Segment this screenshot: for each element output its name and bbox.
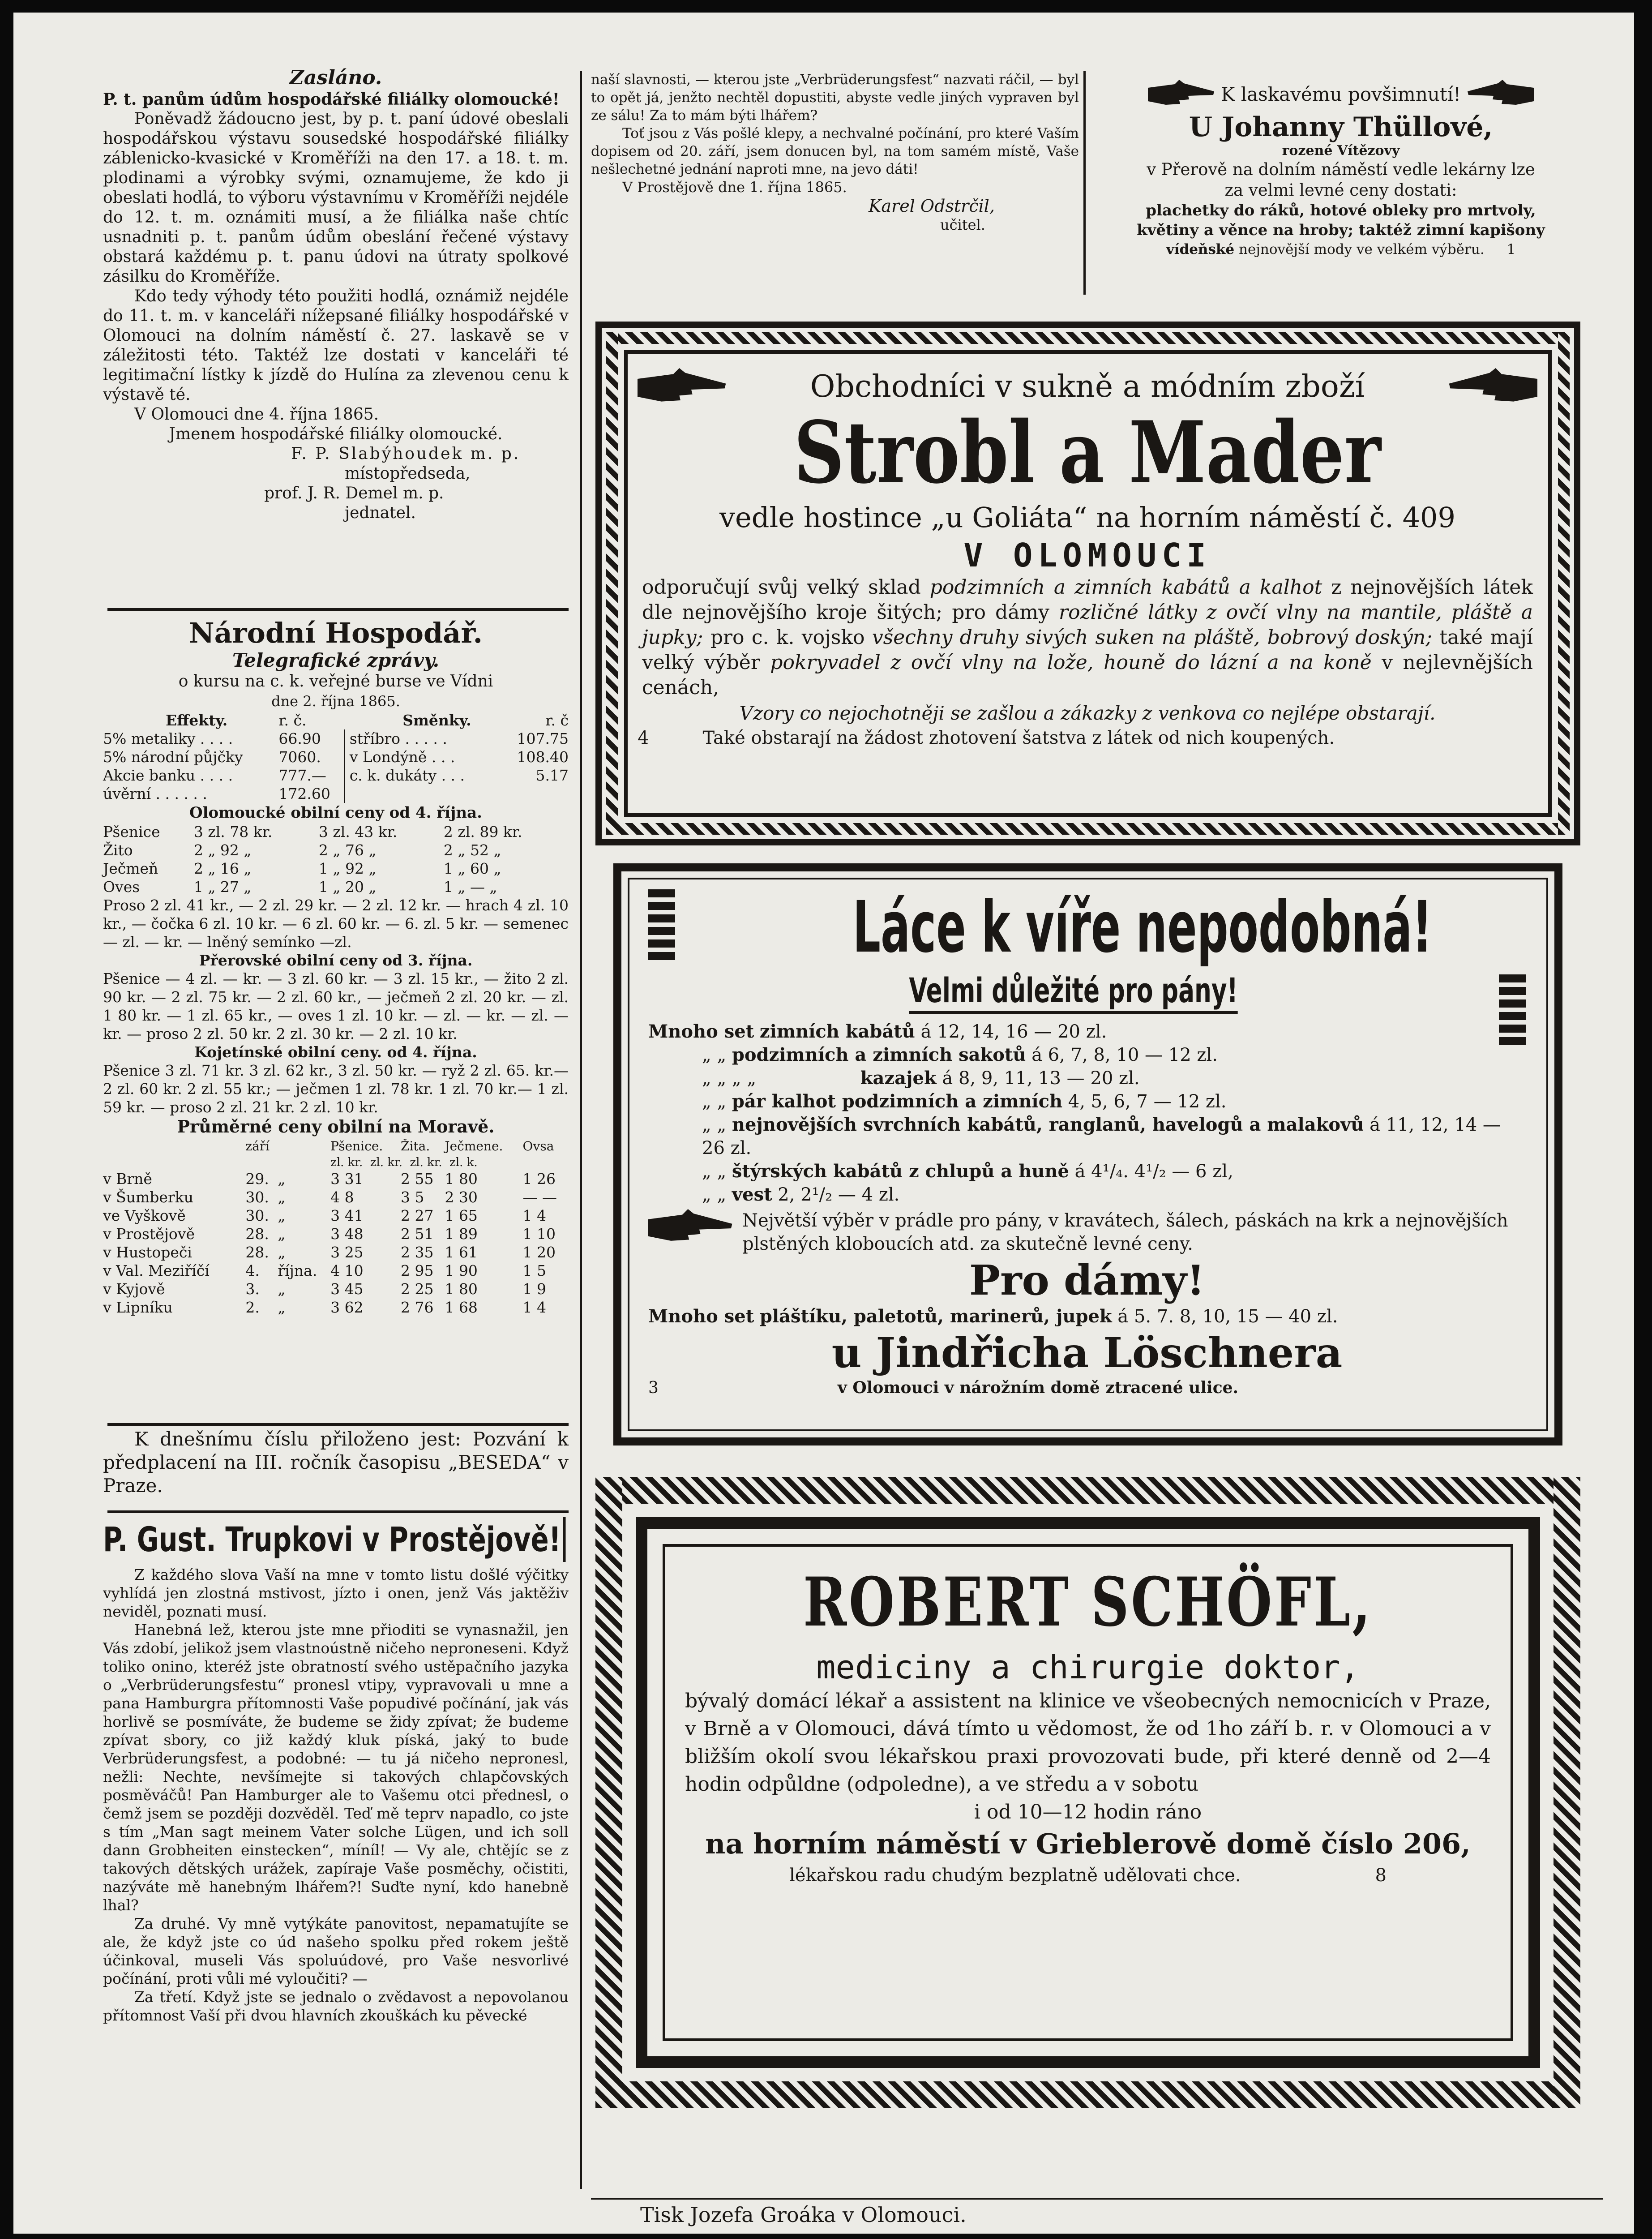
trupka-p2: Hanebná lež, kterou jste mne přioditi se vynasnažil, jen Vás zdobí, jelikož jsem vlastnoústně ničeho neproneseni. Když toliko onino, kteréž jste obratností svého ustěpačního jazyka o „Verbrüderungsfestu“ pronesl vtipy, vypravovali u mne a pana Hamburgra přítomnosti Vaše popudivé počínání, jak vás horlivě se posmíváte, že budeme se židy zpívat; že budeme zpívat sbory, co již každý kluk píská, jaký to bude Verbrüderungsfest, a podobné: — tu já ničeho nepronesl, nežli: Nechte, nevšímejte si takových chlapčovských posměváčů! Pan Hamburger ale to Vašemu otci přednesl, o čemž jsem se později dozvěděl. Teď mě teprv napadlo, co jste s tím „Man sagt meinem Vater solche Lügen, und ich soll dann Grobheiten einstecken“, míníl! — Vy ale, chtějíc se z takových dětských urážek, zapíraje Vaše posměchy, očistiti, nazýváte mě hanebným lhářem?! Suďte nyní, kdo hanebně lhal?	[103, 1621, 569, 1914]
ornament-bars-icon	[648, 889, 675, 961]
price-c: 2 zl. 89 kr.	[443, 823, 522, 841]
day: 30.	[245, 1207, 269, 1224]
val: 3 62	[330, 1299, 364, 1316]
day: 2.	[245, 1299, 260, 1316]
thullova-line5a: vídeňské	[1166, 241, 1235, 257]
item-pre: „ „	[702, 1045, 727, 1065]
place: v Brně	[103, 1170, 152, 1188]
val: 1 10	[522, 1225, 556, 1243]
ad-strobl-frame	[595, 322, 1580, 845]
smenka-value: 108.40	[517, 748, 569, 766]
footer-printer: Tisk Jozefa Groáka v Olomouci.	[640, 2203, 967, 2227]
val: 1 89	[445, 1225, 478, 1243]
border-ornament	[1558, 332, 1570, 835]
ornament-bars-icon	[1499, 974, 1526, 1046]
val: 1 4	[522, 1207, 547, 1224]
val: 1 80	[445, 1280, 478, 1298]
prum-zita: Žita.	[400, 1139, 430, 1154]
item-name: kazajek	[860, 1068, 937, 1089]
item-name: pár kalhot podzimních a zimních	[732, 1091, 1063, 1112]
thullova-born: rozené Vítězovy	[1282, 143, 1400, 159]
smenka-name	[344, 785, 504, 803]
val: 2 35	[400, 1244, 434, 1261]
price-b: 1 „ 92 „	[318, 860, 377, 877]
val: 2 76	[400, 1299, 434, 1316]
month: „	[278, 1244, 286, 1261]
thullova-line3: plachetky do ráků, hotové obleky pro mrtvoly,	[1146, 202, 1536, 219]
border-ornament	[606, 332, 1570, 344]
strobl-text1i: podzimních a zimních kabátů a kalhot	[929, 576, 1322, 599]
day: 29.	[245, 1170, 269, 1188]
cont-text: naší slavnosti, — kterou jste „Verbrüderungsfest“ nazvati ráčil, — byl to opět já, jenžto nechtěl dopustiti, abyste vedle jiných vypraven byl ze sálu! Za to mám býti lhářem?	[591, 72, 1079, 124]
column-divider-top	[1083, 71, 1086, 295]
val: 1 5	[522, 1262, 547, 1279]
val: 2 95	[400, 1262, 434, 1279]
table-row	[103, 823, 569, 841]
table-row	[103, 1261, 569, 1280]
smenka-name: c. k. dukáty . . .	[344, 766, 504, 785]
ad-schofl-frame	[595, 1477, 1580, 2108]
thullova-line4b: taktéž zimní kapišony	[1353, 221, 1545, 239]
table-row	[103, 841, 569, 859]
val: 1 65	[445, 1207, 478, 1224]
rc-header: r. č.	[278, 712, 307, 729]
smenka-name: stříbro . . . . .	[344, 729, 504, 748]
month: „	[278, 1188, 286, 1206]
smenka-value: 5.17	[535, 767, 569, 784]
month: „	[278, 1170, 286, 1188]
month: „	[278, 1207, 286, 1224]
effekt-name: Akcie banku . . . .	[103, 767, 233, 784]
val: 1 9	[522, 1280, 547, 1298]
prum-title: Průměrné ceny obilní na Moravě.	[177, 1116, 495, 1137]
day: 3.	[245, 1280, 260, 1298]
thullova-name: U Johanny Thüllové,	[1189, 112, 1493, 143]
table-row	[103, 1298, 569, 1317]
list-item	[648, 1043, 1526, 1067]
effekt-name: 5% národní půjčky	[103, 748, 243, 766]
beseda-note	[103, 1428, 569, 1497]
schofl-num: 8	[1375, 1865, 1387, 1886]
place: v Lipníku	[103, 1299, 173, 1316]
item-pre: Mnoho set	[648, 1021, 754, 1042]
olom-title: Olomoucké obilní ceny od 4. října.	[189, 804, 483, 822]
trupka-p1: Z každého slova Vaší na mne v tomto listu došlé výčitky vyhlídá jen zlostná mstivost, jízto i onen, jenž Vás jaktěživ neviděl, poznati musí.	[103, 1566, 569, 1620]
grain-name: Oves	[103, 878, 140, 896]
trupka-p4: Za třetí. Když jste se jednalo o zvědavost a nepovolanou přítomnost Vaší při dvou hlavních zkouškách ku pěvecké	[103, 1988, 569, 2024]
val: 2 27	[400, 1207, 434, 1224]
border-ornament	[1554, 1477, 1580, 2108]
item-name: štýrských kabátů z chlupů a huně	[732, 1161, 1069, 1182]
zaslano-date: V Olomouci dne 4. října 1865.	[134, 405, 379, 424]
thullova-num: 1	[1506, 241, 1516, 257]
loschner-dam-t: á 5. 7. 8, 10, 15 — 40 zl.	[1117, 1306, 1338, 1327]
schofl-title: mediciny a chirurgie doktor,	[816, 1648, 1360, 1686]
thullova-line4a: květiny a věnce na hroby;	[1137, 221, 1354, 239]
loschner-sub: Velmi důležité pro pány!	[909, 970, 1238, 1014]
loschner-addr: v Olomouci v nárožním domě ztracené ulice.	[837, 1378, 1239, 1397]
strobl-text1: odporučují svůj velký sklad	[642, 576, 930, 599]
price-a: 2 „ 16 „	[193, 860, 252, 877]
loschner-num: 3	[648, 1379, 659, 1397]
effekt-value: 777.—	[278, 767, 326, 784]
val: 4 10	[330, 1262, 364, 1279]
place: v Hustopeči	[103, 1244, 192, 1261]
item-name: podzimních a zimních sakotů	[732, 1044, 1026, 1065]
effekt-name: 5% metaliky . . . .	[103, 730, 233, 747]
list-item	[648, 1113, 1526, 1160]
item-price: á 8, 9, 11, 13 — 20 zl.	[942, 1068, 1140, 1089]
val: 3 48	[330, 1225, 364, 1243]
effekt-value: 172.60	[278, 785, 330, 802]
val: 1 68	[445, 1299, 478, 1316]
smenky-header: Směnky.	[402, 712, 471, 729]
signature-1: F. P. Slabýhoudek m. p.	[291, 445, 521, 463]
narodni-hospodar	[103, 617, 569, 1317]
prer-text: Pšenice — 4 zl. — kr. — 3 zl. 60 kr. — 3 zl. 15 kr., — žito 2 zl. 90 kr. — 2 zl. 75 kr. — 2 zl. 60 kr., — ječmeň 2 zl. 20 kr. — zl. 1 80 kr. — 1 zl. 65 kr., — oves 1 zl. 10 kr. — zl. — kr. — zl. — kr. — proso 2 zl. 50 kr. 2 zl. 30 kr. — 2 zl. 10 kr.	[103, 970, 569, 1042]
item-price: 2, 2¹/₂ — 4 zl.	[778, 1184, 900, 1205]
price-a: 3 zl. 78 kr.	[193, 823, 273, 841]
item-price: á 6, 7, 8, 10 — 12 zl.	[1031, 1045, 1218, 1065]
schofl-hours: i od 10—12 hodin ráno	[974, 1801, 1202, 1823]
place: v Kyjově	[103, 1280, 165, 1298]
border-ornament	[606, 823, 1570, 835]
table-row	[103, 748, 569, 766]
val: 3 25	[330, 1244, 364, 1261]
olom-text: Proso 2 zl. 41 kr., — 2 zl. 29 kr. — 2 zl. 12 kr. — hrach 4 zl. 10 kr., — čočka 6 zl. 10 kr. — 6 zl. 60 kr. — 6. zl. 5 kr. — semenec — zl. — kr. — lněný semínko —zl.	[103, 896, 569, 951]
strobl-text1g: pokryvadel z ovčí vlny na lože, houně do lázní a na koně	[770, 651, 1372, 674]
zaslano-para-1: Poněvadž žádoucno jest, by p. t. paní údové obeslali hospodářskou výstavu sousedské hospodářské filiálky záblenicko-kvasické v Kroměříži na den 17. a 18. t. m. plodinami a výrobky svými, oznamujeme, že kdo ji obeslati hodlá, to výboru výstavnímu v Kroměříži nejdéle do 12. t. m. oznámiti musí, a že filiálka naše chtíc usnadniti p. t. panům údům obeslání řečené výstavy obstará každému p. t. panu údovi na útraty spolkové zásilku do Kroměříže.	[103, 110, 569, 286]
val: 2 55	[400, 1170, 434, 1188]
val: — —	[522, 1188, 557, 1206]
koj-title: Kojetínské obilní ceny. od 4. října.	[194, 1043, 477, 1061]
border-ornament	[606, 332, 618, 835]
loschner-big-line: Největší výběr v prádle pro pány, v kravátech, šálech, páskách na krk a nejnovějších plstěných kloboucích atd. za skutečně levné ceny.	[742, 1210, 1508, 1254]
item-pre: „ „ „ „	[702, 1068, 757, 1089]
smenka-value: 107.75	[517, 730, 569, 747]
beseda-text: K dnešnímu číslu přiloženo jest: Pozvání k předplacení na III. ročník časopisu „BESEDA“ v Praze.	[103, 1428, 569, 1497]
list-item	[648, 1020, 1526, 1043]
strobl-text1f: také mají velký výběr	[642, 626, 1533, 674]
kurs-date: dne 2. října 1865.	[271, 693, 400, 710]
olom-table	[103, 823, 569, 896]
thullova-line1: v Přerově na dolním náměstí vedle lekárny lze	[1147, 160, 1535, 179]
smenka-name: v Londýně . . .	[344, 748, 504, 766]
val: 1 20	[522, 1244, 556, 1261]
table-row	[103, 1170, 569, 1188]
loschner-name: u Jindřicha Löschnera	[831, 1329, 1343, 1377]
table-row	[103, 1225, 569, 1243]
strobl-head: Obchodníci v sukně a módním zboží	[810, 369, 1365, 404]
strobl-city: V OLOMOUCI	[963, 536, 1211, 574]
list-item	[648, 1067, 1526, 1090]
val: 2 30	[445, 1188, 478, 1206]
loschner-dam-b: pláštíku, paletotů, marinerů, jupek	[759, 1306, 1112, 1327]
newspaper-page	[13, 13, 1634, 2234]
thullova-head: K laskavému povšimnutí!	[1220, 83, 1461, 105]
val: 1 80	[445, 1170, 478, 1188]
table-row	[103, 785, 569, 803]
strobl-text1e: všechny druhy sivých suken na pláště, bobrový doskýn;	[872, 626, 1433, 649]
pointing-hand-icon	[1448, 368, 1537, 413]
prum-units: zl. kr. zl. kr. zl. kr. zl. k.	[330, 1156, 478, 1169]
cont-role: učitel.	[940, 216, 985, 233]
day: 28.	[245, 1225, 269, 1243]
prum-jecmene: Ječmene.	[445, 1139, 503, 1154]
place: v Val. Meziříčí	[103, 1262, 210, 1279]
column-divider	[580, 71, 582, 2189]
val: 2 25	[400, 1280, 434, 1298]
schofl-body: bývalý domácí lékař a assistent na klinice ve všeobecných nemocnicích v Praze, v Brně a v Olomouci, dává tímto u vědomost, že od 1ho září b. r. v Olomouci a v bližším okolí svou lékařskou praxi provozovati bude, při které denně od 2—4 hodin odpůldne (odpoledne), a ve středu a v sobotu	[685, 1690, 1491, 1796]
border-ornament	[595, 1477, 1580, 1504]
cont-signature: Karel Odstrčil,	[869, 196, 995, 216]
strobl-num: 4	[638, 728, 649, 748]
zaslano-para-2: Kdo tedy výhody této použiti hodlá, oznámiž nejdéle do 11. t. m. v kanceláři nížepsané filiálky hospodářské v Olomouci na dolním náměstí č. 27. laskavě se v záležitosti této. Taktéž lze dostati v kanceláři té legitimační lístky k jízdě do Hulína za zlevenou cenu k výstavě té.	[103, 287, 569, 404]
rc-header-2: r. č	[545, 712, 569, 729]
thullova-line2: za velmi levné ceny dostati:	[1224, 180, 1457, 200]
item-name: nejnovějších svrchních kabátů, ranglanů, havelogů a malakovů	[732, 1114, 1364, 1135]
place: v Šumberku	[103, 1188, 193, 1206]
strobl-name: Strobl a Mader	[794, 406, 1381, 500]
price-c: 2 „ 52 „	[443, 841, 501, 859]
trupka-letter	[103, 1517, 569, 2025]
table-row	[103, 729, 569, 748]
schofl-name: ROBERT SCHÖFL,	[803, 1563, 1373, 1642]
prum-zari: září	[245, 1139, 270, 1154]
val: 3 45	[330, 1280, 364, 1298]
loschner-dam-pre: Mnoho set	[648, 1306, 754, 1327]
price-c: 1 „ 60 „	[443, 860, 501, 877]
day: 28.	[245, 1244, 269, 1261]
schofl-free: lékařskou radu chudým bezplatně udělovati chce.	[789, 1865, 1241, 1886]
val: 2 51	[400, 1225, 434, 1243]
loschner-dam: Pro dámy!	[969, 1256, 1205, 1304]
grain-name: Žito	[103, 841, 133, 859]
place: v Prostějově	[103, 1225, 195, 1243]
price-b: 2 „ 76 „	[318, 841, 377, 859]
grain-name: Ječmeň	[103, 860, 158, 877]
price-b: 3 zl. 43 kr.	[318, 823, 398, 841]
day: 30.	[245, 1188, 269, 1206]
prum-table	[103, 1137, 569, 1317]
list-item	[648, 1183, 1526, 1206]
val: 1 4	[522, 1299, 547, 1316]
border-ornament	[595, 1477, 622, 2108]
table-row	[103, 859, 569, 878]
item-pre: „ „	[702, 1161, 727, 1182]
price-c: 1 „ — „	[443, 878, 497, 896]
item-pre: „ „	[702, 1115, 727, 1135]
day: 4.	[245, 1262, 260, 1279]
divider-1	[107, 608, 569, 611]
signature-2: prof. J. R. Demel m. p.	[264, 484, 444, 502]
signature-2-role: jednatel.	[345, 504, 416, 522]
pointing-hand-icon	[648, 1209, 733, 1249]
column-left	[103, 66, 569, 523]
strobl-text2: Vzory co nejochotněji se zašlou a zákazky z venkova co nejlépe obstarají.	[739, 702, 1436, 724]
val: 1 61	[445, 1244, 478, 1261]
footer-rule	[591, 2198, 1603, 2200]
trupka-continued	[591, 71, 1079, 234]
effekt-value: 66.90	[278, 730, 321, 747]
grain-name: Pšenice	[103, 823, 160, 841]
loschner-head: Láce k víře nepodobná!	[852, 886, 1432, 969]
strobl-text1b: z nejnovějších látek dle nejnovějšího kroje šitých; pro dámy	[642, 576, 1533, 624]
effekt-name: úvěrní . . . . . .	[103, 785, 207, 802]
salutation: P. t. panům údům hospodářské filiálky olomoucké!	[103, 90, 560, 109]
nh-title: Národní Hospodář.	[188, 617, 483, 649]
prer-title: Přerovské obilní ceny od 3. října.	[199, 952, 473, 969]
cont-date: V Prostějově dne 1. října 1865.	[622, 179, 847, 196]
item-name: zimních kabátů	[759, 1021, 915, 1042]
zaslano-title: Zasláno.	[289, 66, 382, 89]
price-b: 1 „ 20 „	[318, 878, 377, 896]
list-item	[648, 1090, 1526, 1113]
pointing-hand-icon	[1148, 80, 1215, 112]
signature-1-role: místopředseda,	[345, 464, 471, 483]
effekty-table	[103, 711, 569, 803]
divider-2	[107, 1423, 569, 1426]
table-row	[103, 1243, 569, 1261]
effekty-header: Effekty.	[166, 712, 228, 729]
thullova-line5b: nejnovější mody ve velkém výběru.	[1234, 241, 1485, 257]
table-row	[103, 766, 569, 785]
month: „	[278, 1280, 286, 1298]
strobl-text1c: rozličné látky z ovčí vlny na mantile, pláště a jupky;	[642, 601, 1533, 649]
val: 3 5	[400, 1188, 424, 1206]
place: ve Vyškově	[103, 1207, 186, 1224]
val: 4 8	[330, 1188, 354, 1206]
val: 3 41	[330, 1207, 364, 1224]
telegraf-title: Telegrafické zprávy.	[232, 649, 440, 671]
month: října.	[278, 1262, 317, 1279]
strobl-addr: vedle hostince „u Goliáta“ na horním náměstí č. 409	[719, 501, 1455, 534]
list-item	[648, 1160, 1526, 1183]
table-row	[103, 1280, 569, 1298]
ad-loschner-frame	[613, 863, 1562, 1445]
price-a: 2 „ 92 „	[193, 841, 252, 859]
month: „	[278, 1225, 286, 1243]
koj-text: Pšenice 3 zl. 71 kr. 3 zl. 62 kr., 3 zl. 50 kr. — ryž 2 zl. 65. kr.—2 zl. 60 kr. 2 zl. 55 kr.; — ječmen 1 zl. 78 kr. 1 zl. 70 kr.— 1 zl. 59 kr. — proso 2 zl. 21 kr. 2 zl. 10 kr.	[103, 1062, 569, 1116]
val: 3 31	[330, 1170, 364, 1188]
item-name: vest	[732, 1184, 772, 1205]
trupka-title: P. Gust. Trupkovi v Prostějově!	[103, 1517, 566, 1562]
border-ornament	[595, 2081, 1580, 2108]
strobl-text3: Také obstarají na žádost zhotovení šatstva z látek od nich koupených.	[702, 728, 1335, 748]
effekt-value: 7060.	[278, 748, 321, 766]
strobl-text1h: v nejlevnějších cenách,	[642, 651, 1533, 699]
zaslano-signed: Jmenem hospodářské filiálky olomoucké.	[169, 425, 503, 443]
table-row	[103, 878, 569, 896]
item-price: 4, 5, 6, 7 — 12 zl.	[1068, 1091, 1227, 1112]
strobl-text1d: pro c. k. vojsko	[703, 626, 872, 649]
item-price: á 4¹/₄. 4¹/₂ — 6 zl,	[1074, 1161, 1233, 1182]
kurs-line: o kursu na c. k. veřejné burse ve Vídni	[178, 672, 493, 691]
divider-3	[107, 1510, 569, 1513]
prum-ovsa: Ovsa	[522, 1139, 554, 1154]
val: 1 90	[445, 1262, 478, 1279]
pointing-hand-icon	[638, 368, 727, 413]
month: „	[278, 1299, 286, 1316]
trupka-p3: Za druhé. Vy mně vytýkáte panovitost, nepamatujíte se ale, že když jste co úd našeho spolku před rokem ještě účinkoval, museli Vás spoluúdové, pro Vaše nesvorlivé počínání, proti vůli mé vyloučiti? —	[103, 1915, 569, 1987]
price-a: 1 „ 27 „	[193, 878, 252, 896]
table-row	[103, 1206, 569, 1225]
item-pre: „ „	[702, 1091, 727, 1112]
smenka-value	[504, 785, 569, 803]
schofl-addr: na horním náměstí v Grieblerově domě číslo 206,	[705, 1827, 1471, 1860]
ad-thullova	[1092, 80, 1589, 259]
pointing-hand-icon	[1467, 80, 1534, 112]
cont-p2: Toť jsou z Vás pošlé klepy, a nechvalné počínání, pro které Vaším dopisem od 20. září, jsem donucen byl, na tom samém místě, Vaše nešlechetné jednání naproti mne, na jevo dáti!	[591, 125, 1079, 177]
prum-psenice: Pšenice.	[330, 1139, 383, 1154]
table-row	[103, 1188, 569, 1206]
item-pre: „ „	[702, 1184, 727, 1205]
item-price: á 11, 12, 14 — 26 zl.	[702, 1115, 1501, 1158]
item-price: á 12, 14, 16 — 20 zl.	[920, 1021, 1107, 1042]
val: 1 26	[522, 1170, 556, 1188]
